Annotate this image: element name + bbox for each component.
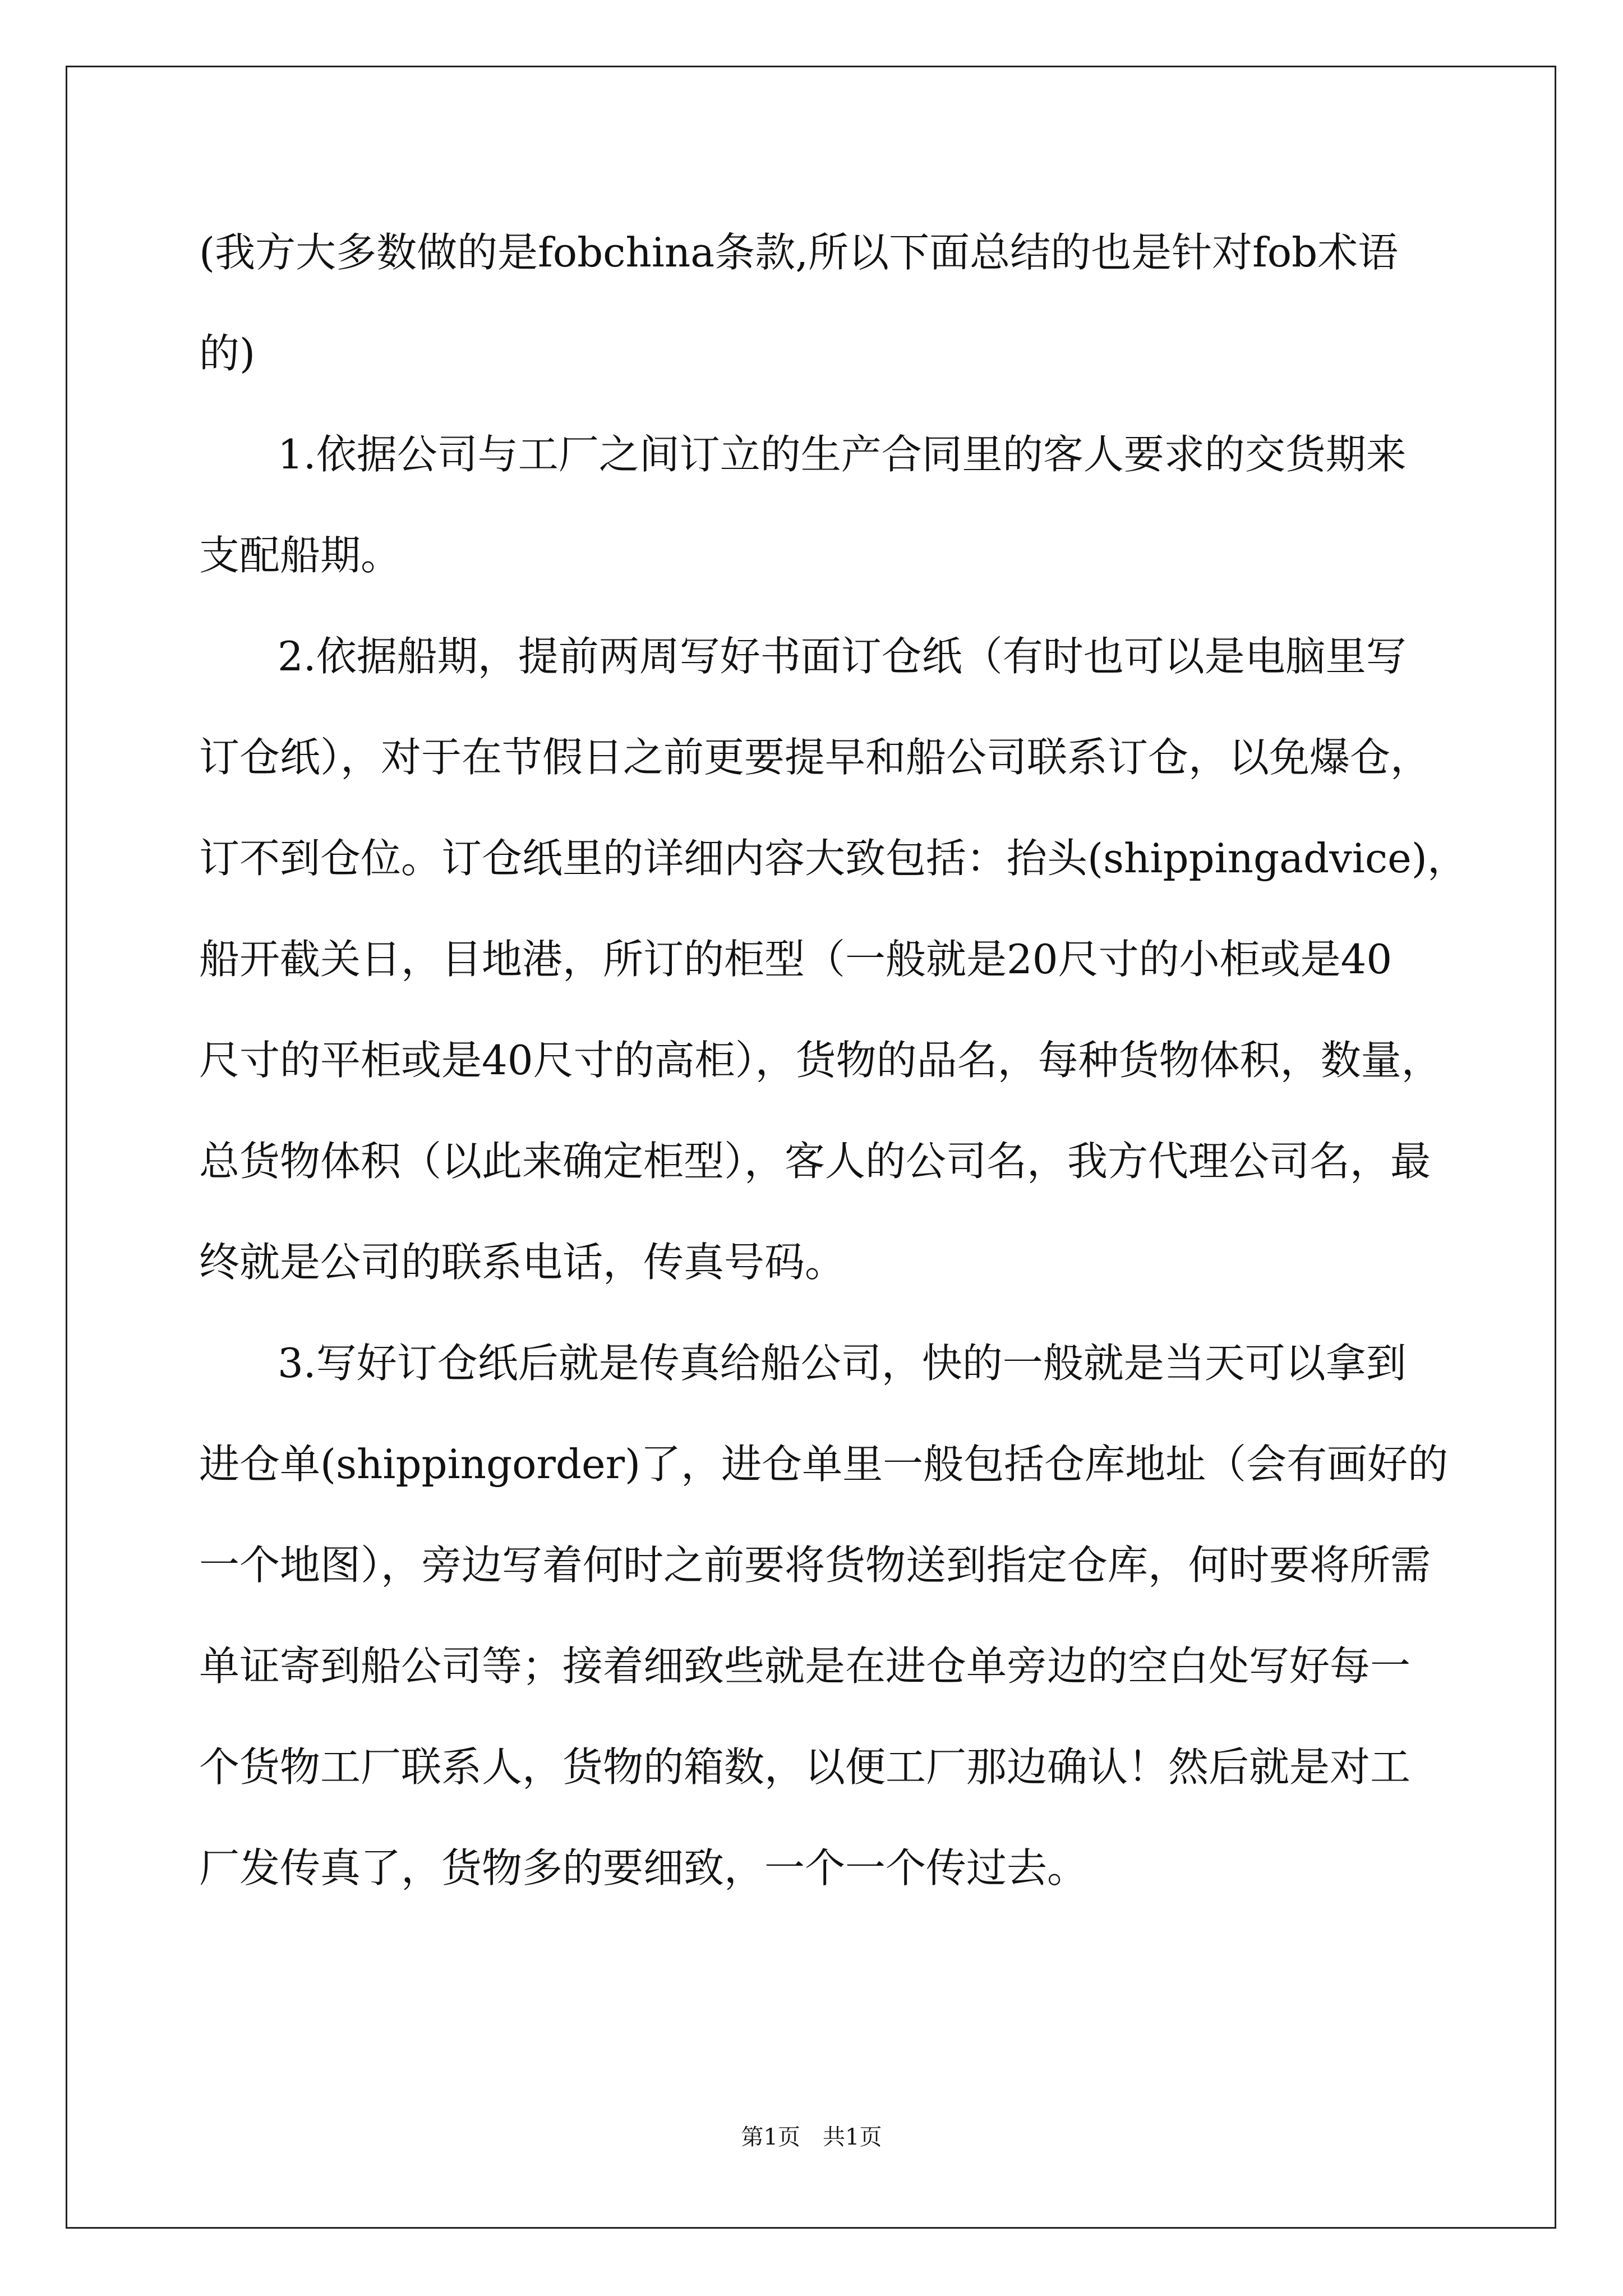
paragraph-line: 3.写好订仓纸后就是传真给船公司，快的一般就是当天可以拿到: [278, 1340, 1407, 1387]
paragraph-line: 尺寸的平柜或是40尺寸的高柜），货物的品名，每种货物体积，数量，: [199, 1037, 1442, 1084]
paragraph-line: 船开截关日，目地港，所订的柜型（一般就是20尺寸的小柜或是40: [199, 936, 1393, 983]
paragraph-line: 订仓纸），对于在节假日之前更要提早和船公司联系订仓，以免爆仓，: [199, 734, 1431, 781]
paragraph-line: 订不到仓位。订仓纸里的详细内容大致包括：抬头(shippingadvice)，: [199, 835, 1468, 882]
paragraph-line: 一个地图），旁边写着何时之前要将货物送到指定仓库，何时要将所需: [199, 1542, 1431, 1589]
paragraph-line: 1.依据公司与工厂之间订立的生产合同里的客人要求的交货期来: [278, 431, 1407, 478]
paragraph-line: 单证寄到船公司等；接着细致些就是在进仓单旁边的空白处写好每一: [199, 1642, 1411, 1690]
paragraph-line: (我方大多数做的是fobchina条款,所以下面总结的也是针对fob术语: [199, 229, 1399, 276]
paragraph-line: 的): [199, 330, 256, 377]
paragraph-line: 厂发传真了，货物多的要细致，一个一个传过去。: [199, 1844, 1088, 1892]
document-body: [199, 213, 1468, 1930]
paragraph-line: 2.依据船期，提前两周写好书面订仓纸（有时也可以是电脑里写: [278, 633, 1407, 680]
paragraph-line: 终就是公司的联系电话，传真号码。: [199, 1239, 846, 1286]
paragraph-line: 个货物工厂联系人，货物的箱数，以便工厂那边确认！然后就是对工: [199, 1743, 1411, 1791]
page-number: 第1页: [741, 2124, 800, 2150]
paragraph-line: 支配船期。: [199, 532, 402, 579]
page-count: 共1页: [823, 2124, 882, 2150]
paragraph-line: 总货物体积（以此来确定柜型），客人的公司名，我方代理公司名，最: [199, 1138, 1431, 1185]
page-footer: [0, 2120, 1623, 2154]
paragraph-line: 进仓单(shippingorder)了，进仓单里一般包括仓库地址（会有画好的: [199, 1441, 1449, 1488]
